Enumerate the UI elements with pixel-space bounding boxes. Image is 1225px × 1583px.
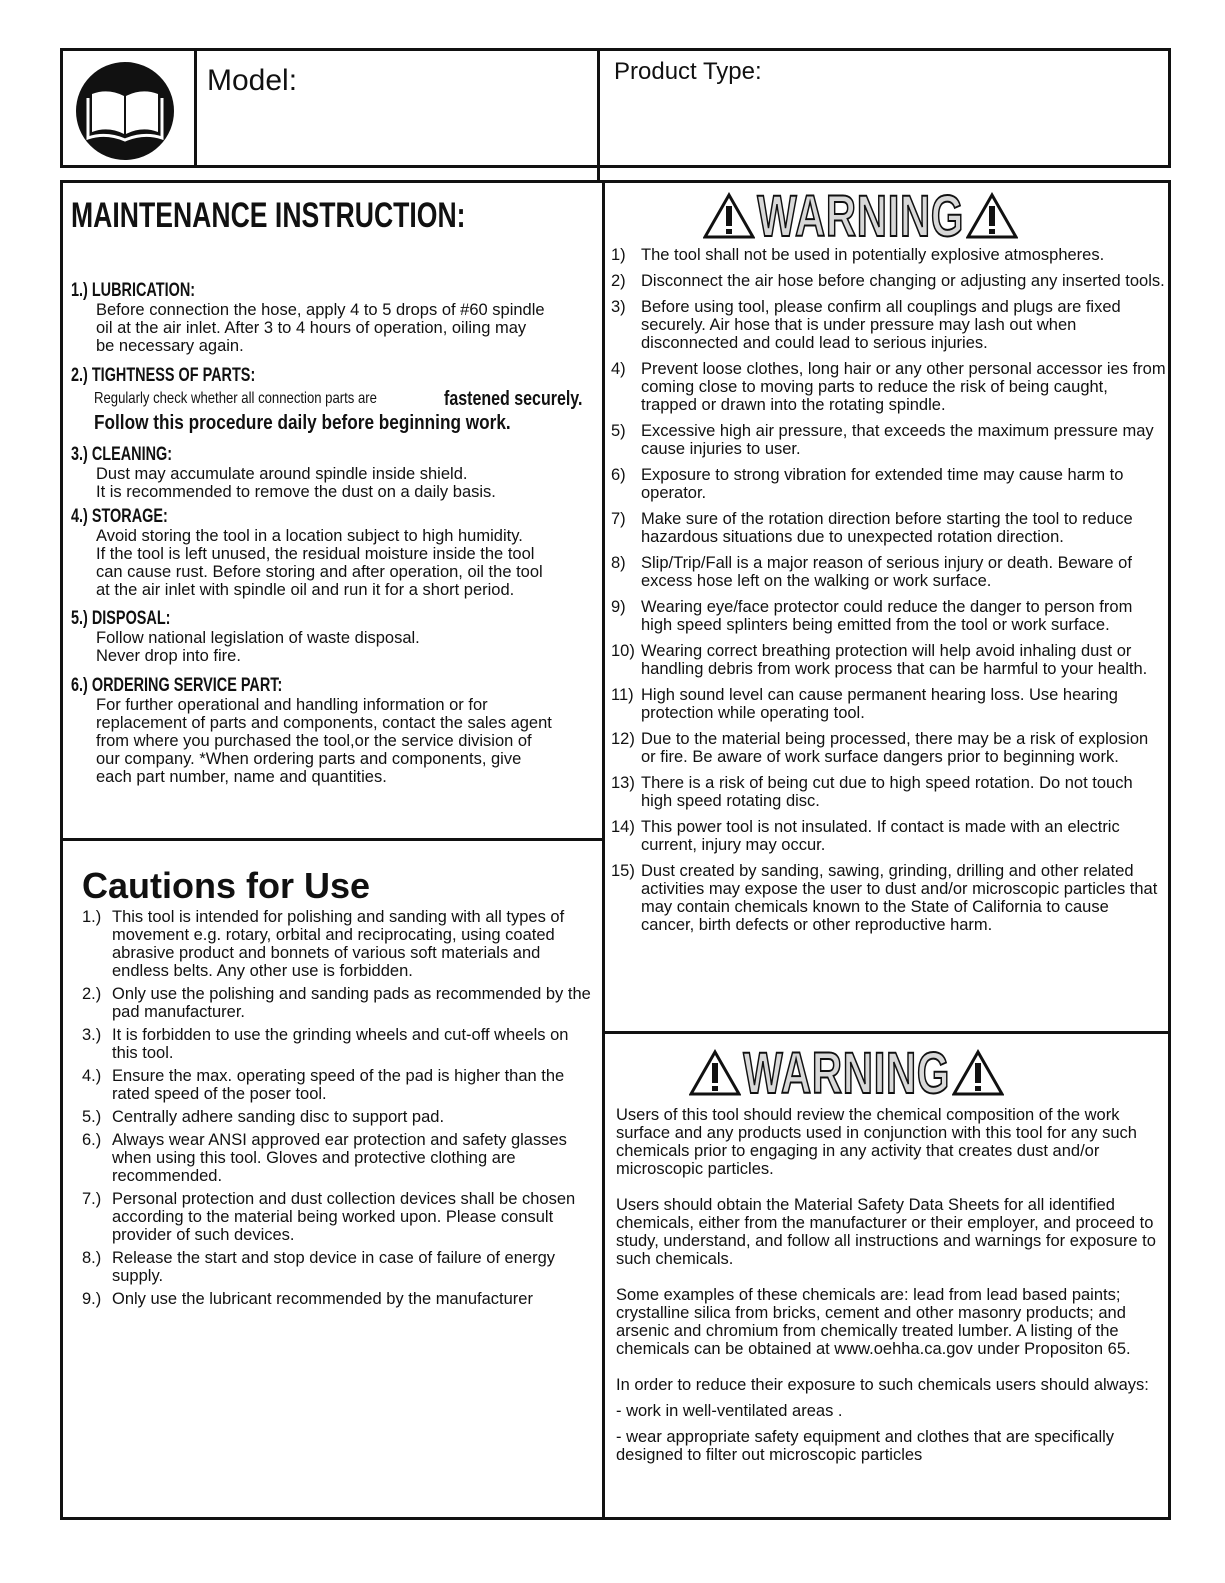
item-line: each part number, name and quantities.	[96, 768, 387, 786]
warning-text: Slip/Trip/Fall is a major reason of serious injury or death. Beware of excess hose left on the walking or work surface.	[641, 554, 1132, 590]
caution-item	[82, 1067, 597, 1103]
caution-number: 6.)	[82, 1131, 102, 1149]
item-line: can cause rust. Before storing and after operation, oil the tool	[96, 563, 543, 581]
warning-title: WARNING	[757, 183, 965, 249]
header-divider-center	[597, 48, 600, 183]
warning-number: 2)	[611, 272, 626, 290]
warning-text: High sound level can cause permanent hearing loss. Use hearing protection while operating tool.	[641, 686, 1118, 722]
warning-number: 11)	[611, 686, 634, 704]
caution-item	[82, 985, 597, 1021]
warning-number: 7)	[611, 510, 626, 528]
item-line: For further operational and handling information or for	[96, 696, 488, 714]
warning-item	[611, 642, 1166, 678]
item-line: Dust may accumulate around spindle inside shield.	[96, 465, 468, 483]
warning-bullet: - wear appropriate safety equipment and clothes that are specifically designed to filter out microscopic particles	[616, 1428, 1115, 1464]
warning-item	[611, 598, 1166, 634]
caution-number: 7.)	[82, 1190, 102, 1208]
cautions-list	[82, 908, 597, 1313]
warning-item	[611, 730, 1166, 766]
caution-item	[82, 1026, 597, 1062]
warning-banner-2	[689, 1040, 1004, 1106]
warning-number: 9)	[611, 598, 626, 616]
caution-text: Ensure the max. operating speed of the pad is higher than the rated speed of the poser tool.	[112, 1067, 565, 1103]
caution-item	[82, 1290, 597, 1308]
item-heading: 6.) ORDERING SERVICE PART:	[71, 675, 283, 696]
warning-item	[611, 272, 1166, 290]
maintenance-item-cleaning	[71, 445, 601, 501]
warning-text: Disconnect the air hose before changing or adjusting any inserted tools.	[641, 272, 1165, 290]
cautions-title: Cautions for Use	[82, 865, 371, 906]
warning-item	[611, 422, 1166, 458]
warning-banner-1	[703, 183, 1018, 249]
item-line: If the tool is left unused, the residual moisture inside the tool	[96, 545, 535, 563]
caution-text: Centrally adhere sanding disc to support pad.	[112, 1108, 445, 1126]
caution-number: 9.)	[82, 1290, 102, 1308]
maintenance-item-lubrication	[71, 281, 601, 355]
caution-item	[82, 908, 597, 980]
warning-number: 15)	[611, 862, 635, 880]
warning-text: Due to the material being processed, there may be a risk of explosion or fire. Be aware of work surface dangers prior to beginning work.	[641, 730, 1149, 766]
warning-item	[611, 686, 1166, 722]
warning-number: 5)	[611, 422, 626, 440]
model-label: Model:	[207, 64, 298, 97]
warning-item	[611, 466, 1166, 502]
warning-item	[611, 554, 1166, 590]
item-heading: 1.) LUBRICATION:	[71, 280, 196, 301]
item-line: Never drop into fire.	[96, 647, 241, 665]
caution-item	[82, 1108, 597, 1126]
warning-number: 10)	[611, 642, 635, 660]
item-line: Follow national legislation of waste disposal.	[96, 629, 420, 647]
item-line-bold: fastened securely.	[444, 388, 583, 410]
manual-book-icon	[74, 60, 176, 162]
caution-number: 1.)	[82, 908, 102, 926]
caution-number: 4.)	[82, 1067, 102, 1085]
warning-text: The tool shall not be used in potentially explosive atmospheres.	[641, 246, 1105, 264]
warning-text: Wearing correct breathing protection will help avoid inhaling dust or handling debris from work process that can be harmful to your health.	[641, 642, 1148, 678]
caution-item	[82, 1190, 597, 1244]
warning-list	[611, 246, 1166, 942]
caution-text: Only use the polishing and sanding pads as recommended by the pad manufacturer.	[112, 985, 591, 1021]
caution-number: 3.)	[82, 1026, 102, 1044]
warning-text: Dust created by sanding, sawing, grinding, drilling and other related activities may expose the user to dust and/or microscopic particles that may contain chemicals known to the State of California to cause cancer, birth defects or other reproductive harm.	[641, 862, 1158, 934]
warning-text: Make sure of the rotation direction before starting the tool to reduce hazardous situations due to unexpected rotation direction.	[641, 510, 1133, 546]
warning-text: Wearing eye/face protector could reduce the danger to person from high speed splinters being emitted from the tool or work surface.	[641, 598, 1133, 634]
maintenance-item-disposal	[71, 609, 601, 665]
warning-triangle-icon	[689, 1049, 741, 1097]
caution-number: 5.)	[82, 1108, 102, 1126]
warning-paragraph: In order to reduce their exposure to such chemicals users should always:	[616, 1376, 1149, 1394]
item-line: Before connection the hose, apply 4 to 5 drops of #60 spindle	[96, 301, 545, 319]
warning-number: 1)	[611, 246, 626, 264]
warning-2-body	[616, 1106, 1164, 1472]
item-heading: 5.) DISPOSAL:	[71, 608, 171, 629]
item-line-normal: Regularly check whether all connection parts are	[94, 390, 377, 407]
item-line: our company. *When ordering parts and components, give	[96, 750, 522, 768]
caution-text: It is forbidden to use the grinding wheels and cut-off wheels on this tool.	[112, 1026, 569, 1062]
item-line-procedure: Follow this procedure daily before beginning work.	[94, 412, 511, 434]
warning-number: 13)	[611, 774, 635, 792]
item-heading: 4.) STORAGE:	[71, 506, 168, 527]
warning-item	[611, 246, 1166, 264]
warning-item	[611, 510, 1166, 546]
warning-text: Exposure to strong vibration for extended time may cause harm to operator.	[641, 466, 1124, 502]
caution-text: Personal protection and dust collection devices shall be chosen according to the material being worked upon. Please consult provider of such devices.	[112, 1190, 576, 1244]
warning-text: Prevent loose clothes, long hair or any other personal accessor ies from coming close to moving parts to reduce the risk of being caught, trapped or drawn into the rotating spindle.	[641, 360, 1166, 414]
item-line: Avoid storing the tool in a location subject to high humidity.	[96, 527, 523, 545]
warning-item	[611, 774, 1166, 810]
maintenance-title: MAINTENANCE INSTRUCTION:	[71, 196, 466, 235]
header-divider-logo	[194, 48, 197, 168]
maintenance-item-storage	[71, 507, 601, 599]
warning-paragraph: Users of this tool should review the chemical composition of the work surface and any products used in conjunction with this tool for any such chemicals prior to engaging in any activity that creates dust and/or microscopic particles.	[616, 1106, 1137, 1178]
warning-item	[611, 298, 1166, 352]
warning-paragraph: Some examples of these chemicals are: lead from lead based paints; crystalline silica from bricks, cement and other masonry products; and arsenic and chromium from chemically treated lumber. A listing of the chemicals can be obtained at www.oehha.ca.gov under Propositon 65.	[616, 1286, 1131, 1358]
warning-paragraph: Users should obtain the Material Safety Data Sheets for all identified chemicals, either from the manufacturer or their employer, and proceed to study, understand, and follow all instructions and warnings for exposure to such chemicals.	[616, 1196, 1156, 1268]
item-heading: 2.) TIGHTNESS OF PARTS:	[71, 365, 256, 386]
item-line: at the air inlet with spindle oil and run it for a short period.	[96, 581, 515, 599]
warning-text: This power tool is not insulated. If contact is made with an electric current, injury may occur.	[641, 818, 1120, 854]
warning-triangle-icon	[966, 192, 1018, 240]
warning-bullet: - work in well-ventilated areas .	[616, 1402, 843, 1420]
warning-item	[611, 818, 1166, 854]
warning-triangle-icon	[952, 1049, 1004, 1097]
item-line: from where you purchased the tool,or the service division of	[96, 732, 532, 750]
warning-text: There is a risk of being cut due to high speed rotation. Do not touch high speed rotating disc.	[641, 774, 1133, 810]
warning-text: Excessive high air pressure, that exceeds the maximum pressure may cause injuries to user.	[641, 422, 1154, 458]
warning-title: WARNING	[743, 1040, 951, 1106]
warning-text: Before using tool, please confirm all couplings and plugs are fixed securely. Air hose that is under pressure may lash out when disconnected and could lead to serious injuries.	[641, 298, 1121, 352]
item-line: replacement of parts and components, contact the sales agent	[96, 714, 552, 732]
right-section-divider	[602, 1031, 1171, 1034]
item-line: be necessary again.	[96, 337, 244, 355]
caution-number: 2.)	[82, 985, 102, 1003]
caution-text: Always wear ANSI approved ear protection and safety glasses when using this tool. Gloves and protective clothing are recommended.	[112, 1131, 567, 1185]
item-heading: 3.) CLEANING:	[71, 444, 173, 465]
warning-number: 8)	[611, 554, 626, 572]
caution-number: 8.)	[82, 1249, 102, 1267]
warning-item	[611, 360, 1166, 414]
warning-number: 4)	[611, 360, 626, 378]
maintenance-item-tightness	[71, 366, 601, 435]
caution-text: Release the start and stop device in case of failure of energy supply.	[112, 1249, 556, 1285]
maintenance-item-ordering	[71, 676, 601, 786]
left-section-divider	[60, 838, 605, 841]
warning-number: 14)	[611, 818, 635, 836]
item-line: It is recommended to remove the dust on a daily basis.	[96, 483, 496, 501]
warning-number: 12)	[611, 730, 635, 748]
caution-item	[82, 1249, 597, 1285]
warning-number: 3)	[611, 298, 626, 316]
caution-text: This tool is intended for polishing and sanding with all types of movement e.g. rotary, orbital and reciprocating, using coated abrasive product and bonnets of various soft materials and endless belts. Any other use is forbidden.	[112, 908, 565, 980]
caution-item	[82, 1131, 597, 1185]
caution-text: Only use the lubricant recommended by the manufacturer	[112, 1290, 533, 1308]
warning-triangle-icon	[703, 192, 755, 240]
warning-item	[611, 862, 1166, 934]
product-type-label: Product Type:	[614, 58, 762, 85]
item-line: oil at the air inlet. After 3 to 4 hours of operation, oiling may	[96, 319, 527, 337]
warning-number: 6)	[611, 466, 626, 484]
